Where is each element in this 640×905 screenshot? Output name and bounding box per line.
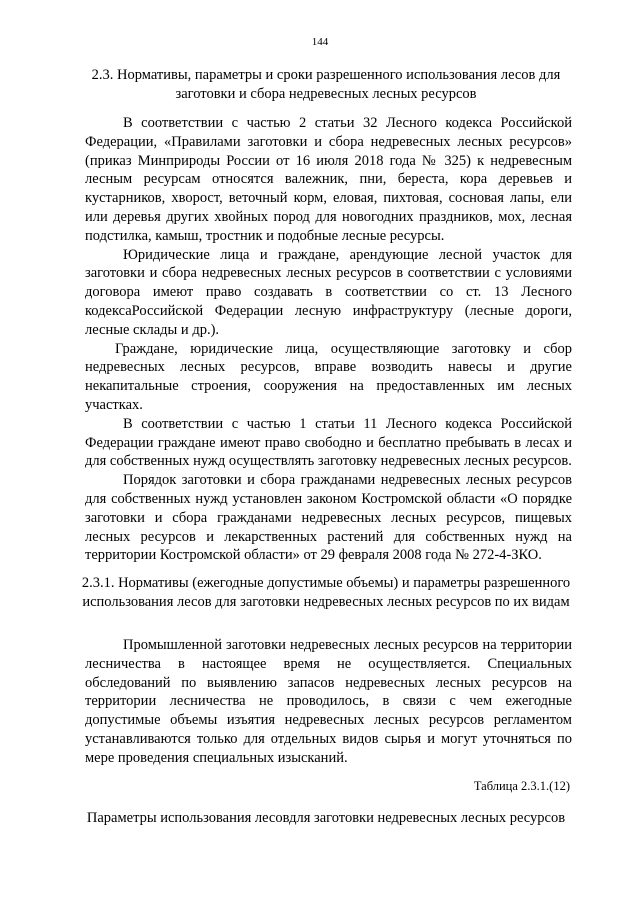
table-title: Параметры использования лесовдля заготовки недревесных лесных ресурсов bbox=[86, 810, 566, 826]
paragraph: Порядок заготовки и сбора гражданами недревесных лесных ресурсов для собственных нужд установлен законом Костромской области «О порядке заготовки и сбора гражданами недревесных лесных ресурсов, пищевых лесных ресурсов и лекарственных растений для собственных нужд на территории Костромской области» от 29 февраля 2008 года № 272-4-ЗКО. bbox=[85, 472, 572, 564]
table-label: Таблица 2.3.1.(12) bbox=[473, 779, 570, 793]
paragraph: Граждане, юридические лица, осуществляющие заготовку и сбор недревесных лесных ресурсов, вправе возводить навесы и другие некапитальные строения, сооружения на предоставленных им лесных участках. bbox=[85, 340, 572, 413]
section-title: 2.3. Нормативы, параметры и сроки разрешенного использования лесов для заготовки и сбора недревесных лесных ресурсов bbox=[91, 67, 561, 102]
page-number: 144 bbox=[311, 36, 329, 48]
subsection-title: 2.3.1. Нормативы (ежегодные допустимые объемы) и параметры разрешенного использования лесов для заготовки недревесных лесных ресурсов по их видам bbox=[81, 575, 571, 610]
paragraph: Юридические лица и граждане, арендующие лесной участок для заготовки и сбора недревесных лесных ресурсов в соответствии с условиями договора имеют право создавать в соответствии со ст. 13 Лесного кодексаРоссийской Федерации лесную инфраструктуру (лесные дороги, лесные склады и др.). bbox=[85, 246, 572, 338]
paragraph: В соответствии с частью 1 статьи 11 Лесного кодекса Российской Федерации граждане имеют право свободно и бесплатно пребывать в лесах и для собственных нужд осуществлять заготовку недревесных лесных ресурсов. bbox=[85, 415, 572, 470]
subsection-body bbox=[85, 636, 572, 768]
section-body bbox=[85, 114, 572, 565]
paragraph: В соответствии с частью 2 статьи 32 Лесного кодекса Российской Федерации, «Правилами заготовки и сбора недревесных лесных ресурсов» (приказ Минприроды России от 16 июля 2018 года № 325) к недревесным лесным ресурсам относятся валежник, пни, береста, кора деревьев и кустарников, хворост, веточный корм, еловая, пихтовая, сосновая лапы, ели или деревья других хвойных пород для новогодних праздников, мох, лесная подстилка, камыш, тростник и подобные лесные ресурсы. bbox=[85, 115, 572, 244]
paragraph: Промышленной заготовки недревесных лесных ресурсов на территории лесничества в настоящее время не осуществляется. Специальных обследований по выявлению запасов недревесных лесных ресурсов на территории лесничества не проводилось, в связи с чем ежегодные допустимые объемы изъятия недревесных лесных ресурсов регламентом устанавливаются только для отдельных видов сырья и могут уточняться по мере проведения специальных изысканий. bbox=[85, 637, 572, 766]
